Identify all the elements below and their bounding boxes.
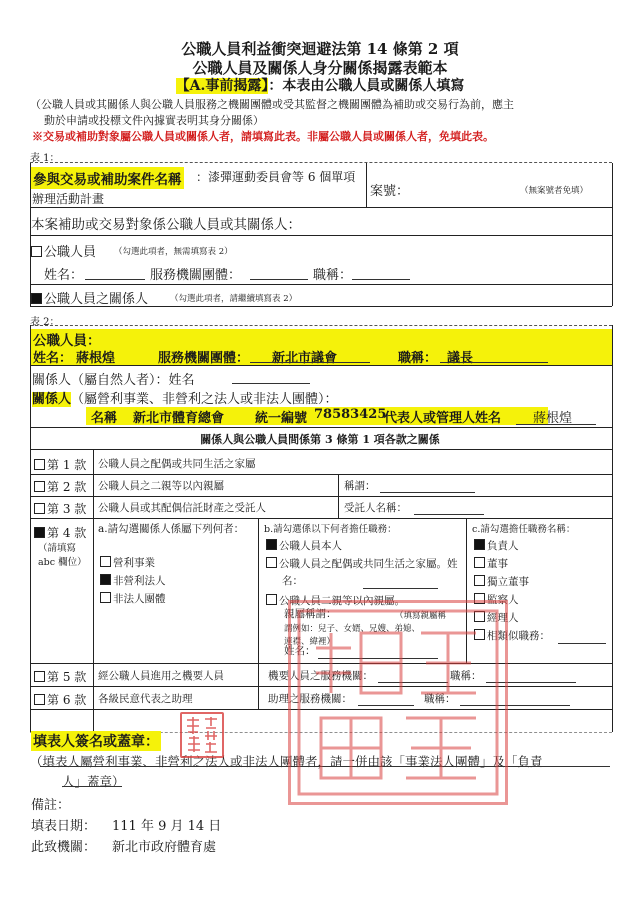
related-checkbox[interactable] bbox=[31, 293, 42, 304]
related-org-row bbox=[32, 388, 338, 407]
col-c-checkbox-1[interactable] bbox=[474, 539, 485, 550]
rep-name-value: 蔣根煌 bbox=[533, 411, 573, 426]
intro-text-line2: 動於申請或投標文件內據實表明其身分關係） bbox=[44, 114, 264, 127]
col-b-kin-label: 親屬稱謂： bbox=[284, 608, 337, 620]
col-b-checkbox-1[interactable] bbox=[266, 539, 277, 550]
col-c-option-3[interactable] bbox=[474, 574, 529, 591]
case-name-value-2: 辦理活動計畫 bbox=[32, 192, 105, 206]
col-c-title: c.請勾選擔任職務名稱： bbox=[472, 524, 576, 535]
related-label: 關係人 bbox=[32, 392, 72, 407]
row6-no[interactable] bbox=[34, 691, 86, 708]
case-name-value-1: ：漆彈運動委員會等 6 個單項 bbox=[196, 170, 356, 184]
rep-label: 代表人或管理人姓名 bbox=[384, 411, 502, 426]
row4-note: （請填寫 abc 欄位） bbox=[38, 543, 87, 568]
remark-label: 備註： bbox=[31, 798, 71, 813]
col-c-checkbox-2[interactable] bbox=[474, 557, 485, 568]
official-title-label: 職稱： bbox=[398, 351, 438, 366]
org-id-value: 78583425 bbox=[314, 407, 387, 422]
related-desc: （屬營利事業、非營利之法人或非法人團體）： bbox=[71, 392, 338, 407]
option-related-note: （勾選此項者，請繼續填寫表 2） bbox=[170, 294, 298, 304]
row2-desc: 公職人員之二親等以內親屬 bbox=[98, 480, 224, 492]
row6-extra: 助理之服務機關： bbox=[268, 693, 352, 705]
col-b-option-2[interactable] bbox=[266, 556, 462, 590]
col-a-checkbox-1[interactable] bbox=[100, 556, 111, 567]
col-b-kin-note-1: （填寫親屬稱 bbox=[395, 611, 447, 621]
personal-seal-graphic bbox=[182, 714, 222, 756]
row2-no-label: 第 2 款 bbox=[47, 480, 87, 494]
row1-no[interactable] bbox=[34, 456, 86, 473]
form-title-line1: 公職人員利益衝突迴避法第 14 條第 2 項 bbox=[181, 40, 459, 58]
table1-label: 表 1： bbox=[30, 153, 60, 164]
row6-desc: 各級民意代表之助理 bbox=[98, 693, 193, 705]
col-b-option-2-label: 公職人員之配偶或共同生活之家屬。姓名： bbox=[279, 558, 458, 587]
col-b-name-label: 姓名： bbox=[284, 645, 316, 657]
recipient-agency-label: 此致機關： bbox=[31, 840, 97, 855]
col-c-option-6-label: 相類似職務： bbox=[487, 630, 550, 642]
case-no-note: （無案號者免填） bbox=[520, 186, 589, 196]
organization-seal-graphic bbox=[291, 603, 505, 802]
section-heading bbox=[0, 75, 640, 95]
case-no-label: 案號： bbox=[370, 184, 410, 199]
col-b-kin-note-3: 連襟、緯裡） bbox=[284, 637, 336, 647]
row5-no-label: 第 5 款 bbox=[47, 670, 87, 684]
official-checkbox[interactable] bbox=[31, 246, 42, 257]
col-b-kin-note-2: 謂例如：兒子、女婿、兄嫂、弟媳、 bbox=[284, 624, 421, 634]
relation-question: 本案補助或交易對象係公職人員或其關係人： bbox=[31, 217, 301, 233]
row6-extra2: 職稱： bbox=[424, 693, 456, 705]
form-title-line2: 公職人員及關係人身分關係揭露表範本 bbox=[192, 59, 448, 77]
row5-extra2: 職稱： bbox=[450, 670, 482, 682]
section-desc: ：本表由公職人員或關係人填寫 bbox=[268, 78, 465, 94]
official-name-value: 蔣根煌 bbox=[76, 351, 116, 366]
natural-person-label: 關係人（屬自然人者）：姓名 bbox=[32, 373, 195, 388]
official-agency-label: 服務機關團體： bbox=[158, 351, 250, 366]
official-name-label: 姓名： bbox=[33, 351, 73, 366]
official-title-field: 職稱： bbox=[313, 268, 353, 283]
row4-checkbox[interactable] bbox=[34, 527, 45, 538]
row5-desc: 經公職人員進用之機要人員 bbox=[98, 670, 224, 682]
col-c-option-5-label: 經理人 bbox=[487, 612, 519, 624]
col-a-title: a.請勾選關係人係屬下列何者： bbox=[98, 523, 245, 535]
col-c-option-4-label: 監察人 bbox=[487, 594, 519, 606]
row5-no[interactable] bbox=[34, 668, 86, 685]
option-related[interactable] bbox=[31, 288, 148, 307]
col-b-checkbox-3[interactable] bbox=[266, 594, 277, 605]
org-name-value: 新北市體育總會 bbox=[133, 411, 225, 426]
row3-checkbox[interactable] bbox=[34, 503, 45, 514]
col-a-checkbox-2[interactable] bbox=[100, 574, 111, 585]
col-c-option-1-label: 負責人 bbox=[487, 540, 519, 552]
row2-checkbox[interactable] bbox=[34, 481, 45, 492]
signature-note-1: （填表人屬營利事業、非營利之法人或非法人團體者，請一併由該「事業法人團體」及「負責 bbox=[30, 754, 543, 769]
row5-checkbox[interactable] bbox=[34, 671, 45, 682]
case-name-label: 參與交易或補助案件名稱 bbox=[31, 167, 184, 189]
warning-text: ※交易或補助對象屬公職人員或關係人者，請填寫此表。非屬公職人員或關係人者，免填此表。 bbox=[32, 130, 494, 143]
col-c-option-1[interactable] bbox=[474, 538, 519, 555]
col-a-option-1-label: 營利事業 bbox=[113, 557, 155, 569]
col-b-option-1-label: 公職人員本人 bbox=[279, 540, 342, 552]
option-related-label: 公職人員之關係人 bbox=[44, 292, 149, 307]
col-a-option-3[interactable] bbox=[100, 591, 166, 608]
col-a-option-2[interactable] bbox=[100, 573, 166, 590]
row1-no-label: 第 1 款 bbox=[47, 458, 87, 472]
intro-text-line1: （公職人員或其關係人與公職人員服務之機關團體或受其監督之機關團體為補助或交易行為前，應主 bbox=[30, 98, 514, 111]
option-official-label: 公職人員 bbox=[44, 245, 97, 260]
col-c-option-3-label: 獨立董事 bbox=[487, 576, 529, 588]
row5-extra: 機要人員之服務機關： bbox=[268, 670, 373, 682]
col-a-option-2-label: 非營利法人 bbox=[113, 575, 166, 587]
col-c-option-2[interactable] bbox=[474, 556, 508, 573]
row2-no[interactable] bbox=[34, 478, 86, 495]
row4-no-label: 第 4 款 bbox=[47, 526, 87, 540]
col-c-option-2-label: 董事 bbox=[487, 558, 508, 570]
row1-desc: 公職人員之配偶或共同生活之家屬 bbox=[98, 458, 256, 470]
signature-label: 填表人簽名或蓋章： bbox=[31, 731, 161, 751]
col-b-checkbox-2[interactable] bbox=[266, 557, 277, 568]
col-b-option-3-label: 公職人員二親等以內親屬。 bbox=[279, 595, 405, 607]
table2-label: 表 2： bbox=[30, 317, 60, 328]
official-title-value: 議長 bbox=[447, 351, 474, 366]
row4-no[interactable] bbox=[34, 524, 86, 541]
row6-checkbox[interactable] bbox=[34, 694, 45, 705]
official-agency-value: 新北市議會 bbox=[272, 351, 338, 366]
signature-note-2: 人」蓋章） bbox=[62, 774, 125, 789]
row1-checkbox[interactable] bbox=[34, 459, 45, 470]
org-id-label: 統一編號 bbox=[255, 411, 308, 426]
option-official-note: （勾選此項者，無需填寫表 2） bbox=[114, 247, 233, 257]
col-b-option-1[interactable] bbox=[266, 538, 342, 555]
relation-table-header: 關係人與公職人員間係第 3 條第 1 項各款之關係 bbox=[200, 433, 440, 446]
col-a-checkbox-3[interactable] bbox=[100, 592, 111, 603]
option-official[interactable] bbox=[31, 241, 96, 260]
section-tag: 【A.事前揭露】 bbox=[175, 78, 269, 94]
col-b-title: b.請勾選係以下何者擔任職務： bbox=[264, 524, 397, 535]
col-a-option-1[interactable] bbox=[100, 555, 155, 572]
col-a-option-3-label: 非法人團體 bbox=[113, 593, 166, 605]
fill-date-value: 111 年 9 月 14 日 bbox=[112, 819, 222, 834]
row2-extra: 稱謂： bbox=[344, 480, 376, 492]
personal-seal bbox=[180, 712, 224, 758]
organization-seal bbox=[288, 600, 508, 805]
org-name-label: 名稱 bbox=[91, 411, 118, 426]
official-name-field: 姓名： bbox=[44, 268, 84, 283]
fill-date-label: 填表日期： bbox=[31, 819, 97, 834]
row3-desc: 公職人員或其配偶信託財產之受託人 bbox=[98, 502, 266, 514]
col-c-checkbox-3[interactable] bbox=[474, 575, 485, 586]
row3-no-label: 第 3 款 bbox=[47, 502, 87, 516]
row6-no-label: 第 6 款 bbox=[47, 693, 87, 707]
row3-extra: 受託人名稱： bbox=[344, 502, 407, 514]
official-label: 公職人員： bbox=[33, 333, 101, 349]
row3-no[interactable] bbox=[34, 500, 86, 517]
official-agency-field: 服務機關團體： bbox=[150, 268, 242, 283]
recipient-agency-value: 新北市政府體育處 bbox=[112, 840, 217, 855]
